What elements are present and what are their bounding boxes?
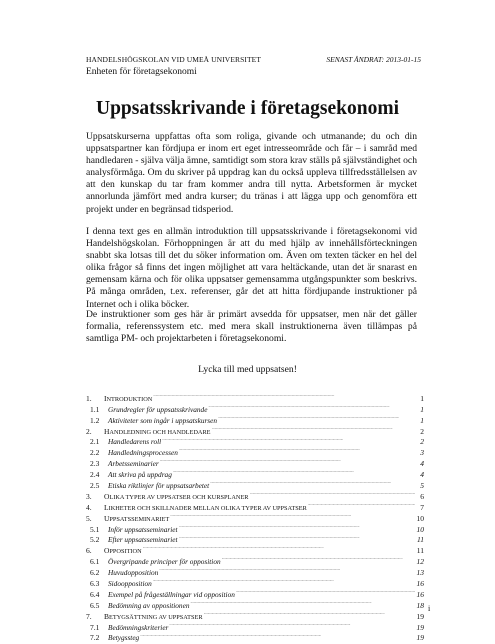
- toc-entry-title: Övergripande principer för opposition: [108, 557, 221, 567]
- toc-leader-dots: [250, 488, 415, 499]
- toc-entry-title: Betygssteg: [108, 633, 140, 643]
- toc-entry-page: 4: [420, 459, 424, 469]
- toc-entry-number: 5.1: [90, 524, 100, 534]
- toc-leader-dots: [212, 423, 415, 434]
- toc-entry-title: Bedömningskriterier: [108, 622, 169, 632]
- toc-leader-dots: [210, 477, 415, 488]
- toc-leader-dots: [190, 597, 415, 608]
- toc-leader-dots: [173, 466, 415, 477]
- toc-entry-number: 6.5: [90, 600, 100, 610]
- header-date-label: SENAST ÄNDRAT:: [326, 55, 385, 64]
- toc-entry-title: Sidoopposition: [108, 579, 152, 589]
- toc-entry-page: 11: [416, 546, 424, 556]
- toc-entry-page: 2: [420, 426, 424, 436]
- toc-leader-dots: [169, 619, 415, 630]
- toc-entry-page: 11: [417, 535, 424, 545]
- toc-leader-dots: [179, 444, 415, 455]
- toc-entry-number: 2.1: [90, 437, 100, 447]
- toc-entry-page: 19: [416, 633, 424, 643]
- toc-entry-number: 6.: [86, 546, 92, 556]
- toc-entry-number: 2.: [86, 426, 92, 436]
- toc-entry-page: 1: [420, 415, 424, 425]
- toc-entry-number: 6.2: [90, 568, 100, 578]
- toc-entry-page: 12: [416, 557, 424, 567]
- toc-entry-title: Handledningsprocessen: [108, 448, 178, 458]
- toc-entry-number: 1.2: [90, 415, 100, 425]
- header-date: [326, 55, 421, 64]
- toc-entry-number: 2.4: [90, 470, 100, 480]
- toc-entry-page: 2: [420, 437, 424, 447]
- toc-leader-dots: [170, 510, 415, 521]
- toc-leader-dots: [160, 455, 415, 466]
- toc-entry-page: 18: [416, 600, 424, 610]
- toc-leader-dots: [162, 434, 415, 445]
- toc-entry-title: Exempel på frågeställningar vid opposition: [108, 589, 235, 599]
- toc-leader-dots: [153, 575, 415, 586]
- toc-entry-title: Efter uppsatsseminariet: [108, 535, 178, 545]
- header-department: Enheten för företagsekonomi: [86, 67, 197, 77]
- toc-leader-dots: [179, 532, 415, 543]
- toc-leader-dots: [222, 553, 415, 564]
- toc-entry-page: 10: [416, 513, 424, 523]
- toc-entry-title: Arbetsseminarier: [108, 459, 159, 469]
- toc-entry-number: 6.3: [90, 579, 100, 589]
- toc-entry-number: 5.: [86, 513, 92, 523]
- toc-entry-page: 1: [420, 404, 424, 414]
- toc-leader-dots: [143, 542, 415, 553]
- toc-entry-number: 4.: [86, 502, 92, 512]
- toc-entry-title: Grundregler för uppsatsskrivande: [108, 404, 208, 414]
- greeting: Lycka till med uppsatsen!: [198, 364, 297, 375]
- toc-entry-title: LIKHETER OCH SKILLNADER MELLAN OLIKA TYPER AV UPPSATSER: [104, 502, 307, 512]
- toc-leader-dots: [204, 608, 415, 619]
- intro-paragraph-3: De instruktioner som ges här är primärt avsedda för uppsatser, men när det gäller formalia, referenssystem etc. med mera skall instruktionerna även tillämpas på samtliga PM- och projektarbeten i företagsekonomi.: [86, 309, 417, 345]
- toc-entry-page: 16: [416, 579, 424, 589]
- toc-leader-dots: [236, 586, 415, 597]
- toc-entry-page: 4: [420, 470, 424, 480]
- toc-entry-title: OLIKA TYPER AV UPPSATSER OCH KURSPLANER: [104, 491, 249, 501]
- intro-paragraph-2: I denna text ges en allmän introduktion till uppsatsskrivande i företagsekonomi vid Handelshögskolan. Förhoppningen är att du med hjälp av innehållsförteckningen snabbt ska lotsas till det du söker information om. Även om texten täcker en hel del olika frågor så finns det ingen möjlighet att vara heltäckande, utan det är snarast en gemensam kärna och för olika uppsatser gemensamma utgångspunkter som beskrivs. På många områden, t.ex. referenser, går det att hitta fördjupande instruktioner på Internet och i olika böcker.: [86, 226, 417, 310]
- toc-entry-title: Huvudopposition: [108, 568, 159, 578]
- toc-leader-dots: [308, 499, 415, 510]
- toc-entry-title: BETYGSÄTTNING AV UPPSATSER: [104, 611, 203, 621]
- toc-entry-title: Bedömning av oppositionen: [108, 600, 190, 610]
- toc-entry-number: 7.1: [90, 622, 100, 632]
- toc-entry-page: 19: [416, 622, 424, 632]
- table-of-contents: [86, 390, 424, 643]
- toc-entry-title: Inför uppsatsseminariet: [108, 524, 178, 534]
- toc-entry-number: 6.4: [90, 589, 100, 599]
- toc-entry-page: 7: [420, 502, 424, 512]
- toc-entry-page: 10: [416, 524, 424, 534]
- header-institution: HANDELSHÖGSKOLAN VID UMEÅ UNIVERSITET: [86, 55, 262, 64]
- toc-entry-number: 5.2: [90, 535, 100, 545]
- toc-entry-page: 1: [420, 393, 424, 403]
- toc-entry-page: 5: [420, 481, 424, 491]
- toc-entry-number: 7.: [86, 611, 92, 621]
- toc-entry-page: 19: [416, 611, 424, 621]
- document-title: Uppsatsskrivande i företagsekonomi: [95, 98, 399, 119]
- toc-entry-page: 6: [420, 491, 424, 501]
- toc-entry-title: HANDLEDNING OCH HANDLEDARE: [104, 426, 211, 436]
- toc-entry-title: Etiska riktlinjer för uppsatsarbetet: [108, 481, 210, 491]
- toc-entry-number: 3.: [86, 491, 92, 501]
- toc-entry-page: 3: [420, 448, 424, 458]
- toc-entry-title: Att skriva på uppdrag: [108, 470, 172, 480]
- toc-entry-number: 1.1: [90, 404, 100, 414]
- toc-leader-dots: [159, 564, 415, 575]
- page-number: i: [428, 604, 431, 613]
- toc-entry-number: 7.2: [90, 633, 100, 643]
- toc-entry-number: 6.1: [90, 557, 100, 567]
- toc-leader-dots: [153, 390, 415, 401]
- toc-entry-title: OPPOSITION: [104, 546, 142, 556]
- toc-leader-dots: [208, 401, 415, 412]
- header-date-value: 2013-01-15: [386, 55, 421, 64]
- toc-leader-dots: [218, 412, 415, 423]
- toc-leader-dots: [140, 630, 415, 641]
- toc-entry-title: INTRODUKTION: [104, 393, 153, 403]
- toc-entry-number: 2.3: [90, 459, 100, 469]
- intro-paragraph-1: Uppsatskurserna uppfattas ofta som roliga, givande och utmanande; du och din uppsatspartner kan fördjupa er inom ert eget intresseområde och får – i samråd med handledaren - själva välja ämne, samtidigt som stora krav ställs på självständighet och analysförmåga. Om du skriver på uppdrag kan du också uppleva tillfredsställelsen av att den kunskap du tar fram kommer andra till nytta. Arbetsformen är mycket annorlunda jämfört med andra kurser; du tränas i att lägga upp och genomföra ett projekt under en begränsad tidsperiod.: [86, 131, 417, 215]
- toc-entry-title: UPPSATSSEMINARIET: [104, 513, 170, 523]
- toc-entry-title: Handledarens roll: [108, 437, 162, 447]
- toc-entry-page: 16: [416, 589, 424, 599]
- toc-entry-page: 13: [416, 568, 424, 578]
- toc-entry-number: 2.5: [90, 481, 100, 491]
- toc-entry-title: Aktiviteter som ingår i uppsatskursen: [108, 415, 218, 425]
- toc-entry[interactable]: [86, 390, 424, 401]
- toc-entry-number: 1.: [86, 393, 92, 403]
- toc-entry-number: 2.2: [90, 448, 100, 458]
- toc-leader-dots: [179, 521, 415, 532]
